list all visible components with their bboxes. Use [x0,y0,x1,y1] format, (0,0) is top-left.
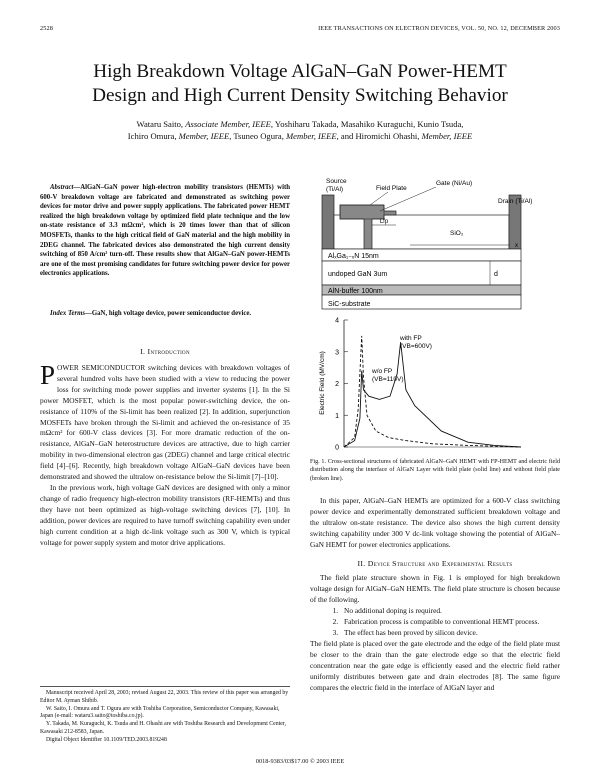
figure-1-caption [310,458,560,483]
abstract [40,183,290,279]
footnote-rule [40,686,290,687]
author-name: Wataru Saito, [136,119,184,129]
sio2-label: SiO₂ [450,230,464,237]
paper-title [0,60,600,108]
right-column-body [310,496,560,693]
section-title: Device Structure and Experimental Results [367,558,513,568]
paragraph: The field plate is placed over the gate electrode and the edge of the field plate must be closer to the drain than the gate electrode edge so that the electric field concentration near the gate edge is efficiently eased and the electric field rather uniformly distributes between gate and drain electrodes [8]. The same figure compares the electric field in the interface of AlGaN layer and [310,638,560,692]
footnote: Manuscript received April 28, 2003; revised August 22, 2003. This review of this paper was arranged by Editor M. Ayman Shibib. [40,690,289,704]
section-heading-device-structure [310,559,560,570]
legend-with-fp: with FP [400,335,422,342]
section-number: I. [140,347,146,356]
caption-text: Cross-sectional structures of fabricated AlGaN–GaN HEMT with FP-HEMT and electric field distribution along the interface of AlGaN Layer with field plate (solid line) and without field plate (broken line). [310,459,561,482]
intro-paragraph-1 [40,360,290,483]
legend-without-fp: w/o FP [372,368,393,375]
legend-without-fp-vb: (VB=110V) [372,376,404,383]
section-title: Introduction [147,347,190,356]
footnote-doi: Digital Object Identifier 10.1109/TED.2003.819248 [46,736,167,743]
footnote: Y. Takada, M. Kuraguchi, K. Tsuda and H. Ohashi are with Toshiba Research and Development Center, Kawasaki 212-8583, Japan. [40,721,286,735]
paragraph: The field plate structure shown in Fig. 1 is employed for high breakdown voltage design for AlGaN–GaN HEMTs. The field plate structure is chosen because of the following. [310,573,560,605]
abstract-label: Abstract— [50,184,81,191]
y-tick-label: 4 [335,317,339,325]
y-tick-label: 3 [335,349,339,357]
footnotes [40,690,290,745]
legend-with-fp-vb: (VB=600V) [400,343,432,350]
numbered-list [310,606,560,639]
series-without-fp [344,336,521,447]
list-item: 1. No additional doping is required. [340,606,560,617]
footnote: W. Saito, I. Omura and T. Ogura are with Toshiba Corporation, Semiconductor Company, Kawasaki, Japan (e-mail: wataru3.saito@toshiba.co.jp). [40,705,280,720]
source-contact [322,195,334,249]
intro-paragraph-2: In the previous work, high voltage GaN devices are designed with only a minor change of radio frequency high-electron mobility transistors (RF-HEMTs) and thus they have not been optimized as high-voltage switching devices [7], [10]. In addition, power devices are required to have turnoff switching capability even under high current condition at a high dc-link voltage such as 300 V, which is typical voltage for power supply system and motor drive applications. [40,482,290,547]
device-cross-section [322,178,532,309]
author-list [40,118,560,142]
author-name: Tsuneo Ogura, [233,131,284,141]
introduction-body [40,360,290,548]
sic-label: SiC-substrate [328,301,371,308]
copyright-line: 0018-9383/03$17.00 © 2003 IEEE [255,758,345,765]
index-terms-label: Index Terms— [50,310,92,317]
author-role: Associate Member, IEEE, [185,119,274,129]
y-axis-label: Electric Field (MV/cm) [319,351,326,415]
field-plate-label: Field Plate [376,185,407,192]
section-heading-introduction [40,347,290,356]
title-line-2: Design and High Current Density Switching Behavior [92,85,508,106]
section-number: II. [357,558,366,568]
gate-label: Gate (Ni/Au) [436,180,473,187]
abstract-text: AlGaN–GaN power high-electron mobility transistors (HEMTs) with 600-V breakdown voltage are fabricated and demonstrated as switching power devices for motor drive and power supply applications. The fabricated power HEMT realized the high breakdown voltage by optimized field plate technique and the low on-state resistance of 3.3 mΩcm², which is 20 times lower than that of silicon MOSFETs, thanks to the high critical field of GaN material and the high mobility in 2DEG channel. The fabricated devices also demonstrated the high current density switching of 850 A/cm² turn-off. These results show that AlGaN–GaN power-HEMTs are one of the most promising candidates for future switching power device for power electronics applications. [40,184,290,278]
lfp-label: Lfp [379,219,389,225]
author-name: and Hiromichi Ohashi, [340,131,420,141]
lead-words: OWER SEMICONDUCTOR [57,363,146,372]
paragraph: In this paper, AlGaN–GaN HEMTs are optimized for a 600-V class switching power device and experimentally demonstrated sufficient breakdown voltage and the ultralow on-state resistance. The device also shows the high current density switching capability under 300 V dc-link voltage showing the potential of AlGaN–GaN HEMT for power electronics applications. [310,496,560,549]
drop-cap: P [40,360,56,390]
source-material-label: (Ti/Al) [326,186,344,193]
journal-header: IEEE TRANSACTIONS ON ELECTRON DEVICES, VOL. 50, NO. 12, DECEMBER 2003 [318,25,560,32]
author-name: Ichiro Omura, [127,131,177,141]
gan-label: undoped GaN 3um [328,271,388,278]
d-label: d [494,271,498,278]
figure-1 [310,175,565,455]
caption-label: Fig. 1. [310,459,327,465]
drain-label: Drain (Ti/Al) [498,198,533,205]
author-name: Yoshiharu Takada, Masahiko Kuraguchi, Kunio Tsuda, [274,119,464,129]
electric-field-chart [319,318,521,452]
y-tick-label: 1 [335,412,339,420]
page-number: 2528 [40,25,53,32]
paragraph-text: switching devices with breakdown voltages of several hundred volts have been studied with a view to reducing the power loss for switching mode power supplies and inverter systems [1]. In the Si power MOSFET, which is the most popular power-switching device, the on-resistance of 110% of the Si-limit has been realized [2]. In addition, superjunction MOSFETs have broken through the Si-limit and achieved the on-resistance of 35 mΩcm² for 600-V class devices [3]. For more dramatic reduction of the on-resistance, AlGaN–GaN heterostructure devices are attractive, due to high carrier mobility in two-dimensional electron gas (2DEG) channel and large critical electric field [4]–[6]. Recently, high breakdown voltage AlGaN–GaN devices have been demonstrated and showed the ultralow on-resistance below the Si-limit [7]–[10]. [40,363,290,482]
author-role: Member, IEEE [421,131,473,141]
index-terms [40,309,290,319]
aln-label: AlN-buffer 100nm [328,288,383,295]
y-tick-label: 2 [335,381,339,388]
x-label: x [515,243,518,249]
index-terms-text: GaN, high voltage device, power semiconductor device. [91,310,252,317]
author-role: Member, IEEE, [286,131,339,141]
author-role: Member, IEEE, [178,131,232,141]
sio2-layer [334,215,509,249]
list-item: 2. Fabrication process is compatible to conventional HEMT process. [340,617,560,628]
list-item: 3. The effect has been proved by silicon device. [340,628,560,639]
algan-label: AlₓGa₁₋ₓN 15nm [328,253,379,260]
title-line-1: High Breakdown Voltage AlGaN–GaN Power-HEMT [93,61,507,82]
source-label: Source [326,178,347,185]
series-with-fp [344,342,521,447]
y-tick-label: 0 [335,444,339,452]
